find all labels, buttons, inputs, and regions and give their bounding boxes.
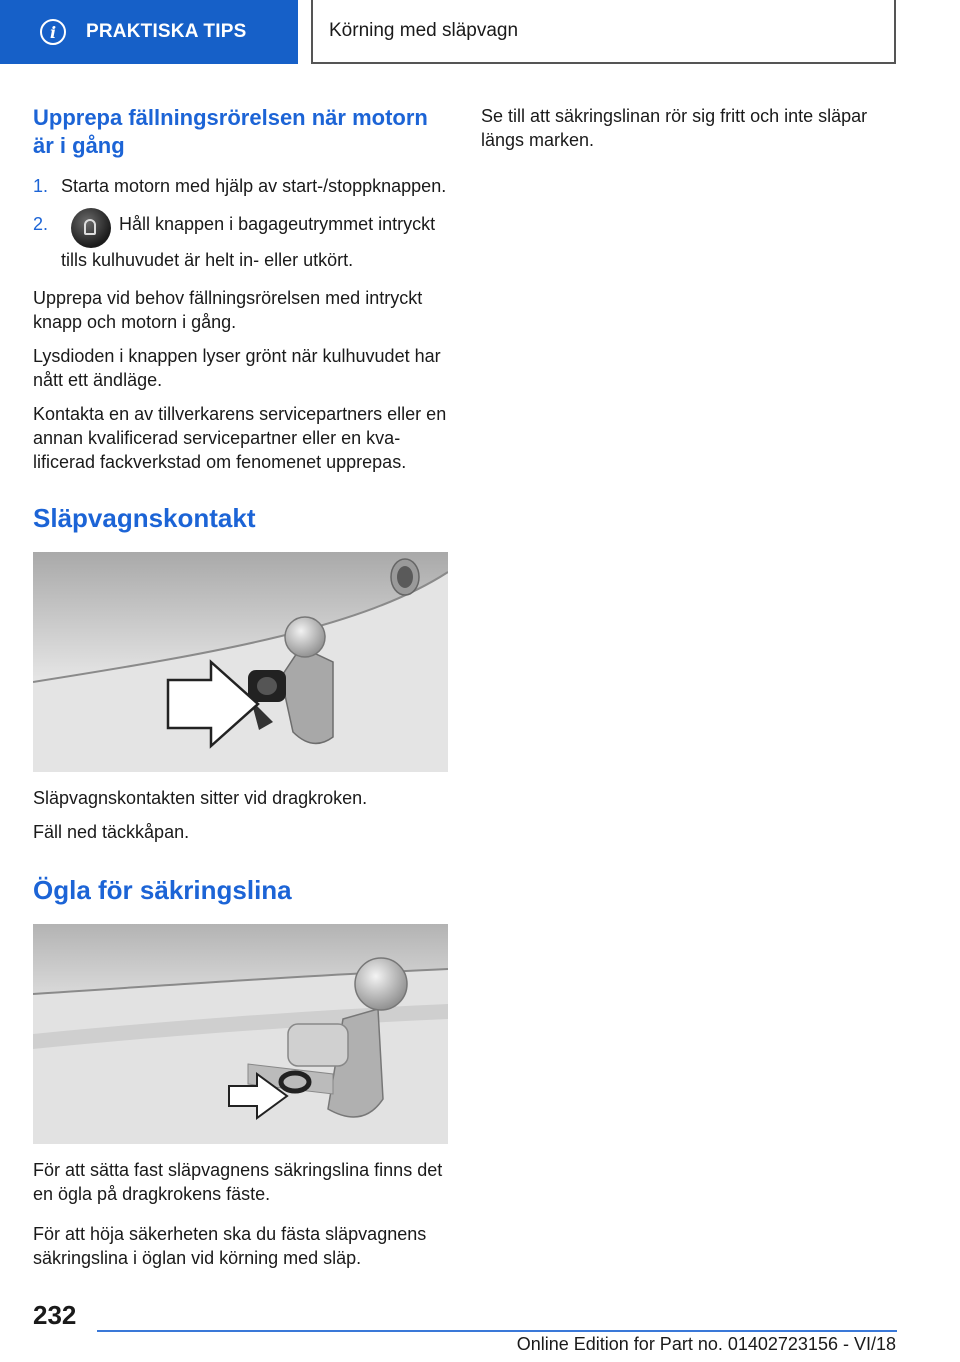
- step-number: 1.: [33, 176, 49, 196]
- chapter-title-box: [311, 0, 896, 64]
- trailer-socket-illustration: [33, 552, 448, 772]
- section-tab-label: PRAKTISKA TIPS: [86, 21, 247, 42]
- step-number: 2.: [33, 214, 49, 234]
- subheading-repeat-folding: Upprepa fällningsrörelsen när motorn är i gång: [33, 105, 428, 158]
- paragraph: Upprepa vid behov fällningsrörelsen med intryckt knapp och motorn i gång.: [33, 288, 423, 332]
- paragraph: Lysdioden i knappen lyser grönt när kulhuvudet har nått ett ändläge.: [33, 346, 441, 390]
- safety-cable-eye-illustration: [33, 924, 448, 1144]
- left-column: [33, 104, 448, 1280]
- heading-trailer-socket: Släpvagnskontakt: [33, 503, 256, 533]
- page-number: 232: [33, 1300, 77, 1330]
- towbar-button-icon: [71, 208, 111, 248]
- chapter-title: Körning med släpvagn: [329, 20, 519, 41]
- step-text-wrap: [61, 212, 448, 272]
- step-text: Starta motorn med hjälp av start-/stoppknappen.: [61, 176, 447, 196]
- paragraph: För att sätta fast släpvagnens säkringslina finns det en ögla på dragkrokens fäste.: [33, 1160, 443, 1204]
- heading-safety-cable-eye: Ögla för säkringslina: [33, 875, 292, 905]
- header-section-tab: [0, 0, 298, 64]
- step-text: Håll knappen i bagageutrymmet intryckt tills kulhuvudet är helt in- eller utkört.: [61, 214, 436, 270]
- paragraph: Kontakta en av tillverkarens servicepartners eller en annan kvalificerad servicepartner eller en kvalificerad fackverkstad om fenomenet upprepas.: [33, 404, 447, 472]
- paragraph: Se till att säkringslinan rör sig fritt och inte släpar längs marken.: [481, 106, 868, 150]
- footer-divider: [97, 1330, 897, 1332]
- paragraph: För att höja säkerheten ska du fästa släpvagnens säkringslina i öglan vid körning med släp.: [33, 1224, 427, 1268]
- footer-edition-text: Online Edition for Part no. 01402723156 - VI/18: [516, 1334, 896, 1354]
- step-1: [33, 174, 448, 198]
- paragraph: Fäll ned täckkåpan.: [33, 822, 190, 842]
- paragraph: Släpvagnskontakten sitter vid dragkroken.: [33, 788, 368, 808]
- right-column: [481, 104, 896, 162]
- step-2: [33, 212, 448, 272]
- info-icon: i: [40, 19, 66, 45]
